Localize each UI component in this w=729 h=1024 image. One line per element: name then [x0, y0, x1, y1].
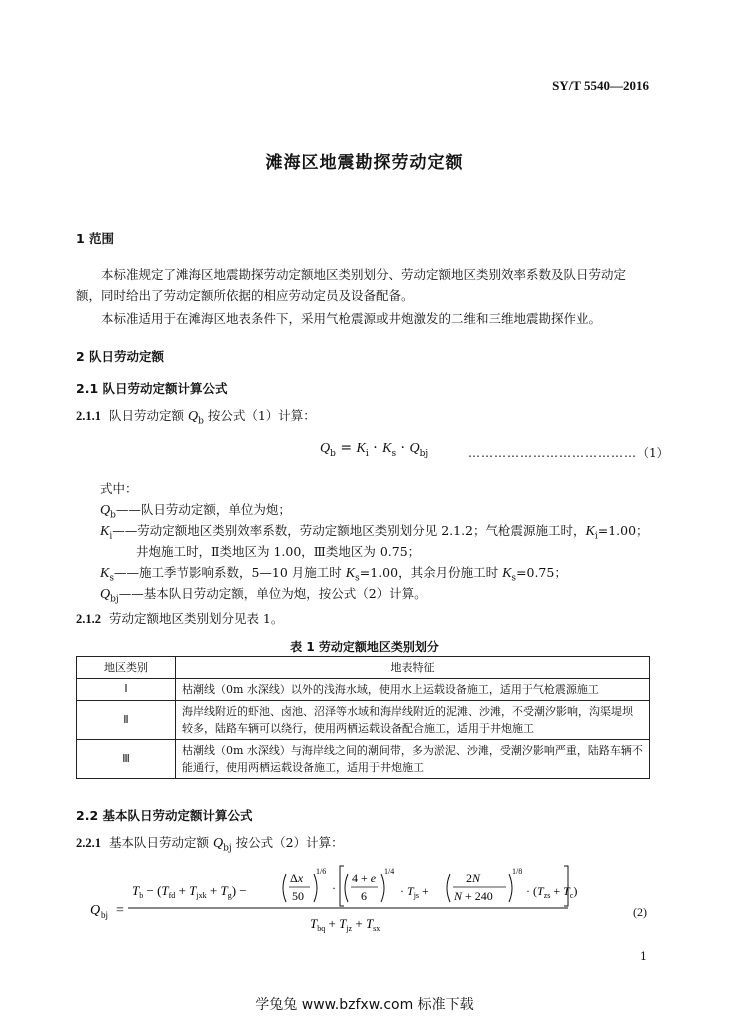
svg-text:1/8: 1/8	[512, 867, 523, 876]
def-ki-cont: 井炮施工时，Ⅱ类地区为 1.00，Ⅲ类地区为 0.75；	[136, 544, 421, 559]
def-qbj: $Q_{bj}——$基本队日劳动定额，单位为炮，按公式（2）计算。	[100, 586, 427, 605]
clause-text: 队日劳动定额	[108, 408, 184, 423]
clause-text: 按公式（1）计算：	[207, 408, 316, 423]
clause-2-1-1: 2.1.1 队日劳动定额 $Q_b$ 按公式（1）计算：	[76, 408, 316, 427]
table-header: 地表特征	[176, 657, 650, 679]
svg-text:1/4: 1/4	[384, 867, 395, 876]
formula-1-number: …………………………………（1）	[468, 446, 669, 460]
table-cell-desc: 海岸线附近的虾池、卤池、沼泽等水域和海岸线附近的泥滩、沙滩，不受潮汐影响，沟渠堤坝较多，陆路车辆可以绕行，使用两栖运载设备配合施工，适用于井炮施工	[176, 701, 650, 740]
standard-number: SY/T 5540—2016	[552, 78, 649, 93]
section-2-heading: 2 队日劳动定额	[76, 349, 165, 364]
formula-2-graphic	[76, 862, 656, 942]
clause-number: 2.1.1	[76, 409, 101, 423]
section-1-paragraph-2: 本标准适用于在滩海区地表条件下，采用气枪震源或井炮激发的二维和三维地震勘探作业。	[101, 311, 602, 326]
svg-text:bj: bj	[101, 910, 109, 920]
svg-text:Tbq + Tjz + Tsx: $T_{bq} + T_{jz} + T_{sx}$	[310, 916, 381, 933]
table-cell-desc: 枯潮线（0m 水深线）以外的浅海水域，使用水上运载设备施工，适用于气枪震源施工	[176, 679, 650, 701]
table-1-caption: 表 1 劳动定额地区类别划分	[290, 640, 439, 654]
svg-text:Δx: Δx	[290, 871, 304, 885]
where-label: 式中：	[100, 481, 138, 496]
clause-2-1-2: 2.1.2 劳动定额地区类别划分见表 1。	[76, 611, 284, 626]
table-cell-class: Ⅱ	[77, 701, 176, 740]
svg-text:Q: Q	[90, 903, 101, 918]
svg-text:=: =	[116, 903, 124, 918]
svg-text:N + 240: N + 240	[454, 889, 493, 903]
table-cell-desc: 枯潮线（0m 水深线）与海岸线之间的潮间带，多为淤泥、沙滩，受潮汐影响严重，陆路车辆不能通行，使用两栖运载设备施工，适用于井炮施工	[176, 740, 650, 779]
table-cell-class: Ⅲ	[77, 740, 176, 779]
svg-text:· (Tzs + Tc): · $(T_{zs} + T_c)$	[526, 884, 578, 900]
section-1-heading: 1 范围	[76, 231, 115, 246]
clause-number: 2.1.2	[76, 612, 101, 626]
section-2-1-heading: 2.1 队日劳动定额计算公式	[76, 381, 228, 396]
footer-watermark: 学兔兔 www.bzfxw.com 标准下载	[255, 997, 474, 1013]
svg-text:2N: 2N	[466, 871, 481, 885]
table-1	[76, 656, 650, 779]
clause-number: 2.2.1	[76, 836, 101, 850]
table-row	[77, 740, 650, 779]
formula-1: $Q_b = K_i \cdot K_s \cdot Q_{bj}$	[320, 440, 429, 459]
def-ki: $K_i——$劳动定额地区类别效率系数，劳动定额地区类别划分见 2.1.2；气枪震源施工时，$K_i=1.00$；	[100, 523, 649, 542]
formula-2-number: (2)	[633, 905, 647, 919]
svg-text:4 + e: 4 + e	[352, 871, 377, 885]
def-ks: $K_s——$施工季节影响系数，5—10 月施工时 $K_s=1.00$，其余月份施工时 $K_s=0.75$；	[100, 565, 567, 584]
def-qb: $Q_b——$队日劳动定额，单位为炮；	[100, 502, 291, 521]
svg-text:6: 6	[361, 889, 367, 903]
page-number: 1	[640, 950, 647, 963]
svg-text:· Tjs +: · $T_{js}$ +	[400, 884, 429, 900]
svg-text:·: ·	[332, 881, 336, 895]
svg-text:1/6: 1/6	[316, 867, 327, 876]
section-1-paragraph-1: 本标准规定了滩海区地震勘探劳动定额地区类别划分、劳动定额地区类别效率系数及队日劳动定额，同时给出了劳动定额所依据的相应劳动定员及设备配备。	[76, 267, 627, 303]
table-cell-class: Ⅰ	[77, 679, 176, 701]
section-2-2-heading: 2.2 基本队日劳动定额计算公式	[76, 808, 253, 823]
svg-text:Tb − (Tfd + Tjxk + Tg) −: $T_b - (T_{fd} + T_{jxk} + T_g)$ −	[132, 883, 247, 900]
svg-text:50: 50	[292, 889, 304, 903]
table-header: 地区类别	[77, 657, 176, 679]
table-row	[77, 679, 650, 701]
document-title: 滩海区地震勘探劳动定额	[265, 153, 464, 173]
clause-2-2-1: 2.2.1 基本队日劳动定额 $Q_{bj}$ 按公式（2）计算：	[76, 835, 344, 854]
formula-2	[76, 862, 656, 942]
table-row	[77, 701, 650, 740]
table-header-row	[77, 657, 650, 679]
